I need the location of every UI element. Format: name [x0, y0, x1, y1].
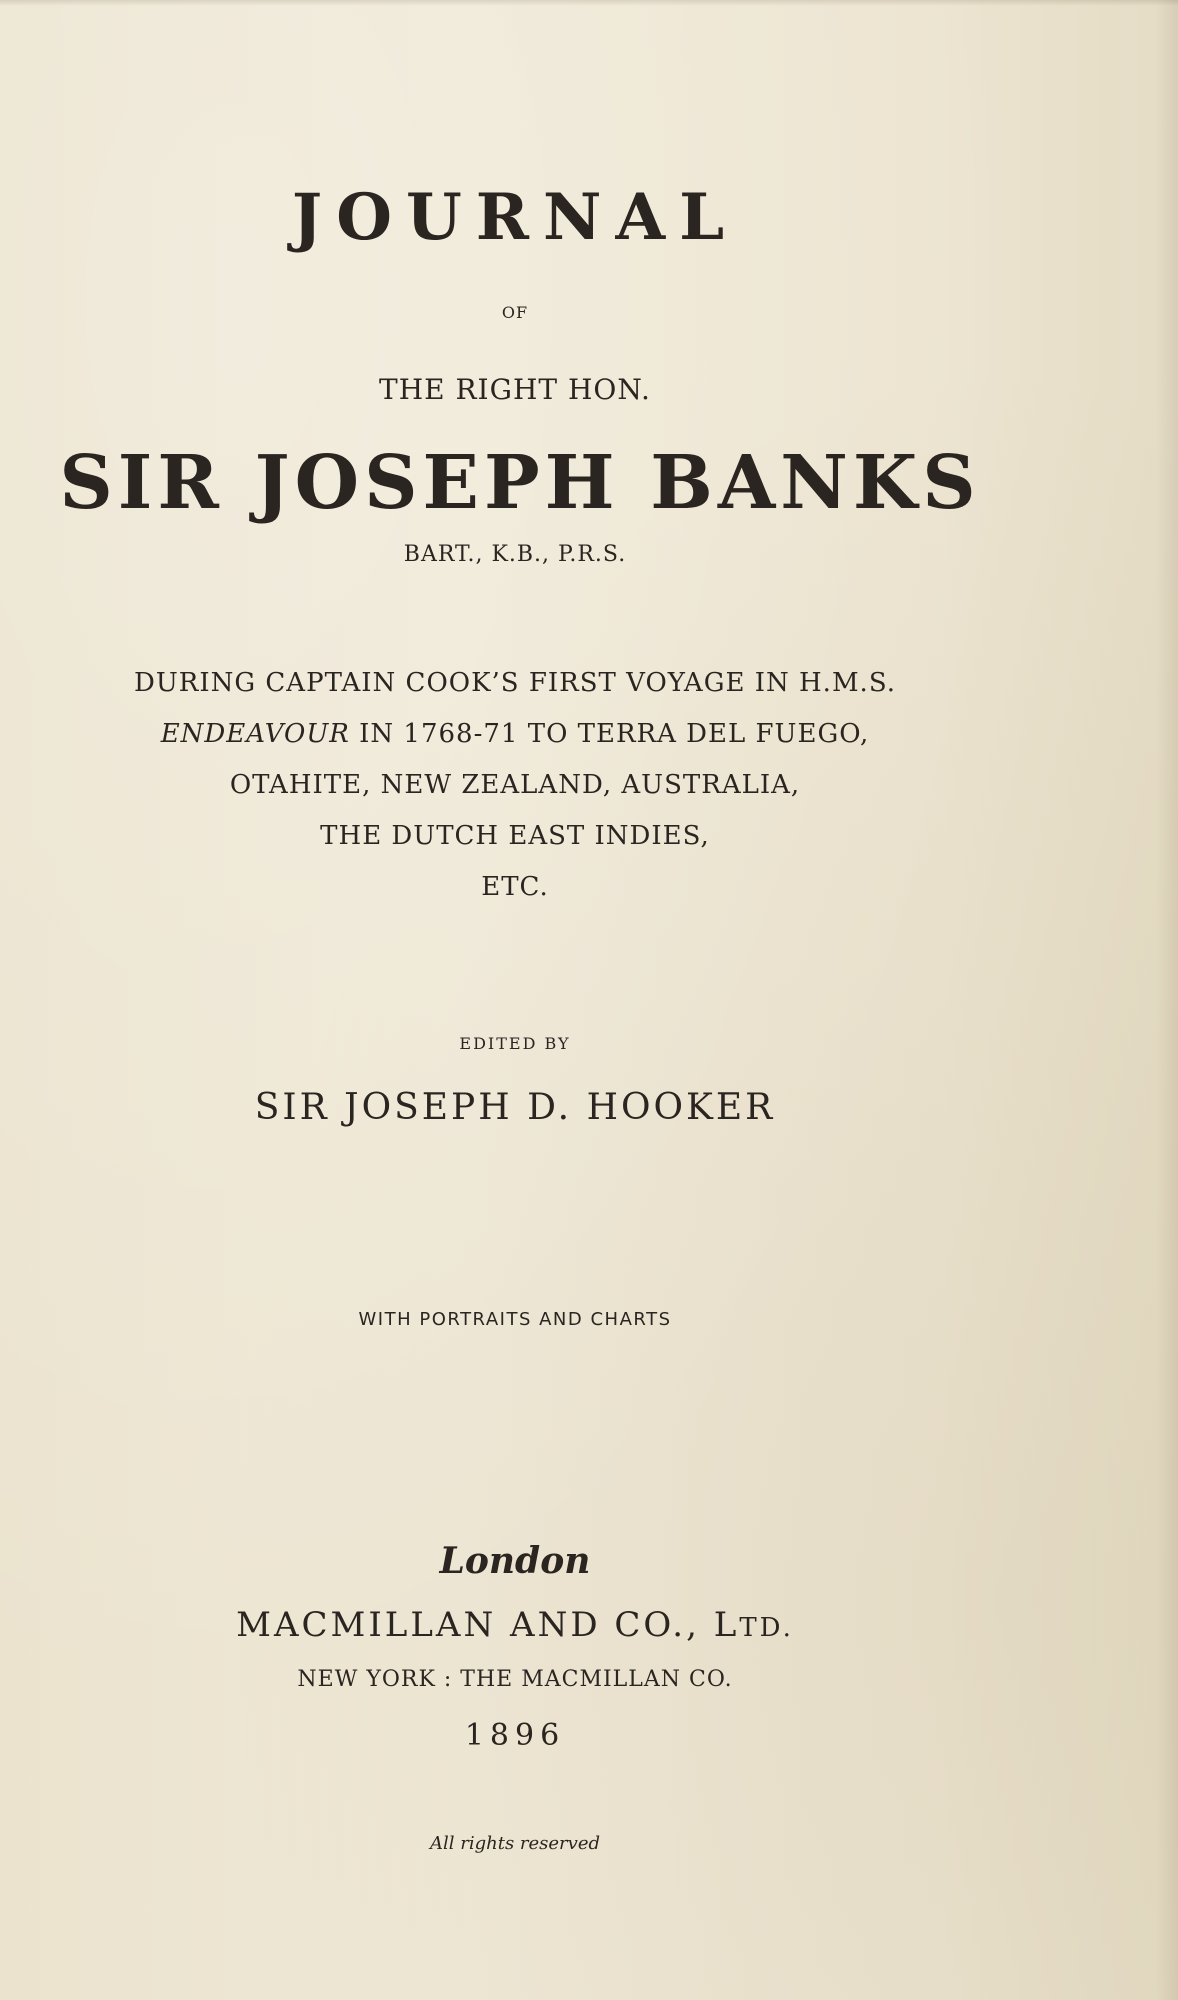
author-honorific: THE RIGHT HON. [379, 373, 651, 406]
subtitle-line-3: OTAHITE, NEW ZEALAND, AUSTRALIA, [229, 770, 801, 800]
edited-by-label: EDITED BY [459, 1034, 571, 1053]
page-top-edge-shadow [0, 0, 1178, 6]
page-edge-shadow [1156, 0, 1178, 2000]
subtitle-line-5: ETC. [481, 872, 549, 902]
imprint-city: London [439, 1540, 591, 1582]
editor-name: SIR JOSEPH D. HOOKER [254, 1087, 776, 1128]
illustrations-note: WITH PORTRAITS AND CHARTS [358, 1309, 672, 1330]
subtitle-line-4: THE DUTCH EAST INDIES, [320, 821, 710, 851]
title-connector: OF [501, 303, 529, 322]
author-honours: BART., K.B., P.R.S. [403, 542, 627, 567]
publisher-ltd-rest: TD. [739, 1613, 794, 1643]
author-name: SIR JOSEPH BANKS [59, 440, 981, 526]
subtitle-line-2-rest: IN 1768-71 TO TERRA DEL FUEGO, [349, 719, 870, 749]
book-title: JOURNAL [291, 180, 739, 255]
publisher-main: MACMILLAN AND CO., [236, 1605, 714, 1645]
rights-notice: All rights reserved [430, 1833, 600, 1854]
publisher-ltd-initial: L [713, 1605, 740, 1645]
subtitle-line-1: DURING CAPTAIN COOK’S FIRST VOYAGE IN H.M.S. [134, 668, 896, 698]
subtitle-line-2 [0, 719, 1030, 749]
ship-name: ENDEAVOUR [160, 719, 350, 749]
publication-year: 1896 [464, 1718, 566, 1753]
new-york-publisher: NEW YORK : THE MACMILLAN CO. [297, 1667, 733, 1692]
publisher-name [0, 1605, 1030, 1645]
